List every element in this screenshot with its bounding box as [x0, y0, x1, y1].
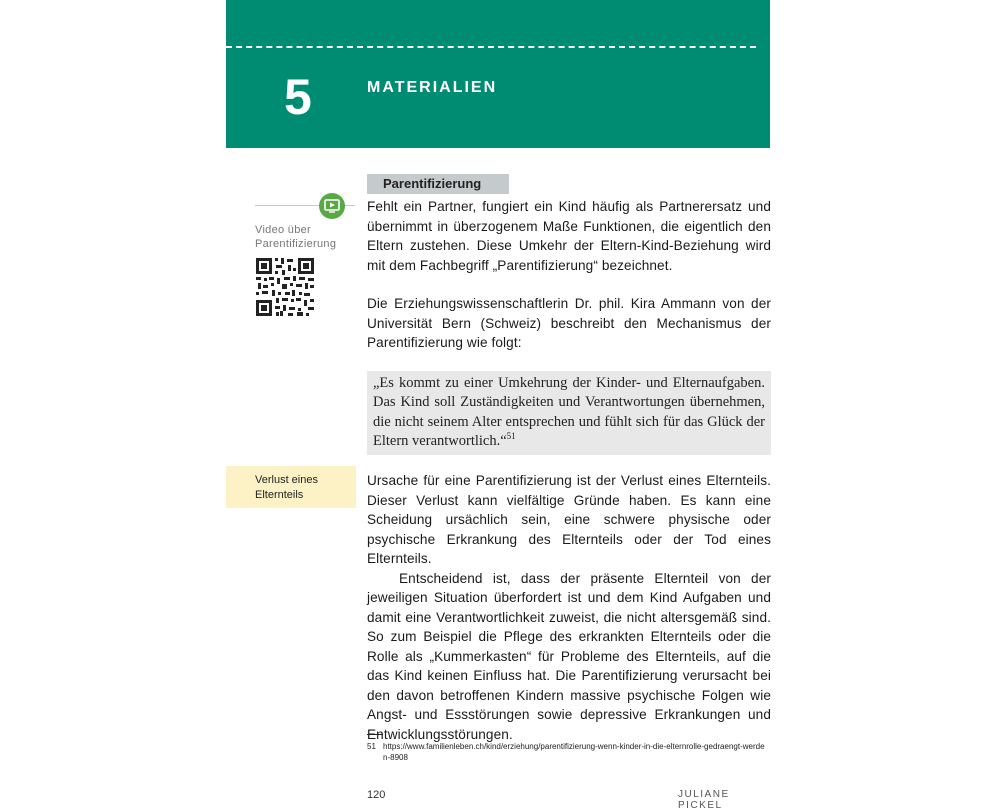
- paragraph-ammann: Die Erziehungswissenschaftlerin Dr. phil. Kira Ammann von der Universität Bern (Schweiz) beschreibt den Mechanismus der Parentifizierung wie folgt:: [367, 296, 771, 350]
- video-label-line1: Video über: [255, 224, 312, 236]
- video-label: [255, 223, 365, 251]
- quote-body: „Es kommt zu einer Umkehrung der Kinder- und Elternaufgaben. Das Kind soll Zuständigkeiten und Verantwortungen übernehmen, die nicht seinem Alter entsprechen und fühlt sich für das Glück der Eltern verantwortlich.“: [373, 375, 765, 449]
- quote-footnote-ref[interactable]: 51: [506, 431, 516, 442]
- quote-text: [373, 374, 765, 451]
- paragraph-cause: Ursache für eine Parentifizierung ist der Verlust eines Elternteils. Dieser Verlust kann vielfältige Gründe haben. Es kann eine Scheidung ursächlich sein, eine schwere physische oder psychische Erkrankung des Elternteils oder der Tod eines Elternteils.: [367, 473, 771, 566]
- chapter-header: [226, 0, 770, 148]
- footnote: [367, 741, 771, 763]
- chapter-number: 5: [284, 69, 312, 125]
- page-number: 120: [367, 789, 386, 801]
- paragraph-consequences: Entscheidend ist, dass der präsente Elternteil von der jeweiligen Situation überfordert ist und dem Kind Aufgaben und damit eine Verantwortlichkeit zuweist, die nicht altersgemäß sind. So zum Beispiel die Pflege des erkrankten Elternteils oder die Rolle als „Kummerkasten“ für Probleme des Elternteils, auf die das Kind keinen Einfluss hat. Die Parentifizierung verursacht bei den davon betroffenen Kindern massive psychische Folgen wie Angst- und Essstörungen sowie depressive Erkrankungen und Entwicklungsstörungen.: [367, 570, 771, 742]
- body-text: [367, 471, 771, 744]
- chapter-title: MATERIALIEN: [367, 79, 498, 96]
- section-heading: Parentifizierung: [367, 174, 509, 194]
- qr-code-icon[interactable]: [255, 257, 315, 317]
- paragraph-intro: Fehlt ein Partner, fungiert ein Kind häufig als Partnerersatz und übernimmt in überzogenem Maße Funktionen, die eigentlich den Eltern zustehen. Diese Umkehr der Eltern-Kind-Beziehung wird mit dem Fachbegriff „Parentifizierung“ bezeichnet.: [367, 199, 771, 273]
- header-dashed-rule: [226, 46, 756, 48]
- book-page: [226, 0, 771, 811]
- margin-note-text: Verlust eines Elternteils: [255, 474, 318, 501]
- footnote-number: 51: [367, 742, 376, 751]
- quote-box: [367, 371, 771, 455]
- video-label-line2: Parentifizierung: [255, 238, 337, 250]
- video-play-icon[interactable]: [319, 193, 345, 219]
- author-name: JULIANE PICKEL: [678, 789, 730, 811]
- footnote-link[interactable]: https://www.familienleben.ch/kind/erziehung/parentifizierung-wenn-kinder-in-die-elternrolle-gedraengt-werden-8908: [383, 742, 765, 762]
- footnote-rule: [367, 734, 383, 735]
- margin-note: [226, 466, 356, 508]
